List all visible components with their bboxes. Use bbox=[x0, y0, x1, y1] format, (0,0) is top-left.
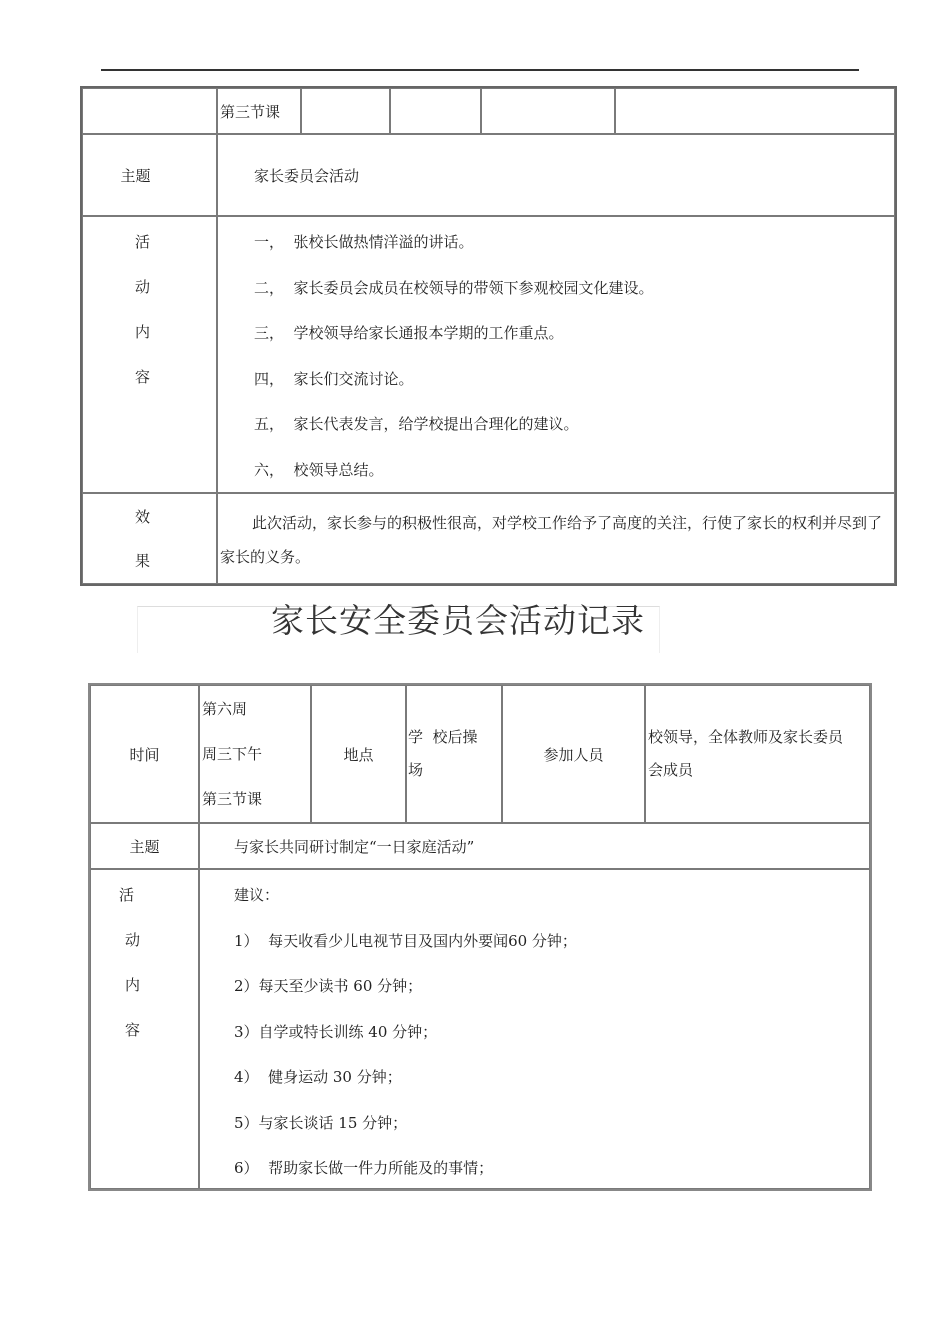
time-label: 时间 bbox=[90, 685, 199, 823]
list-item: 建议： bbox=[234, 886, 280, 904]
list-item: 2）每天至少读书 60 分钟； bbox=[234, 977, 423, 995]
table-cell bbox=[481, 88, 615, 134]
list-item: 4） 健身运动 30 分钟； bbox=[234, 1068, 402, 1086]
table-cell bbox=[390, 88, 481, 134]
label-char: 容 bbox=[125, 1021, 141, 1039]
lesson-period-cell: 第三节课 bbox=[217, 88, 301, 134]
table-cell bbox=[301, 88, 390, 134]
list-item: 二， 家长委员会成员在校领导的带领下参观校园文化建设。 bbox=[254, 278, 654, 297]
participants-line: 会成员 bbox=[648, 761, 694, 779]
activity-content-label bbox=[90, 869, 199, 1189]
list-item: 6） 帮助家长做一件力所能及的事情； bbox=[234, 1159, 494, 1177]
label-char: 动 bbox=[134, 278, 150, 296]
participants-label: 参加人员 bbox=[502, 685, 645, 823]
list-item: 5）与家长谈话 15 分钟； bbox=[234, 1113, 408, 1132]
activity-record-table-1 bbox=[80, 86, 897, 586]
label-char: 内 bbox=[134, 323, 150, 341]
label-char: 活 bbox=[119, 886, 135, 904]
participants-value bbox=[645, 685, 870, 823]
time-value bbox=[199, 685, 311, 823]
theme-label: 主题 bbox=[82, 134, 217, 216]
list-item: 五， 家长代表发言，给学校提出合理化的建议。 bbox=[254, 415, 579, 433]
label-char: 果 bbox=[134, 552, 150, 570]
table-row bbox=[90, 685, 870, 823]
table-cell bbox=[615, 88, 895, 134]
theme-value: 家长委员会活动 bbox=[217, 134, 895, 216]
label-char: 内 bbox=[125, 976, 141, 994]
list-item: 一， 张校长做热情洋溢的讲话。 bbox=[254, 233, 474, 251]
activity-content bbox=[199, 869, 870, 1189]
list-item: 1） 每天收看少儿电视节目及国内外要闻60 分钟； bbox=[234, 931, 577, 950]
table-row bbox=[82, 88, 895, 134]
table-row bbox=[82, 134, 895, 216]
document-title bbox=[137, 601, 660, 653]
activity-record-table-2 bbox=[88, 683, 872, 1191]
table-row bbox=[82, 493, 895, 584]
label-char: 效 bbox=[134, 508, 150, 526]
place-value bbox=[406, 685, 502, 823]
time-line: 第三节课 bbox=[202, 789, 263, 808]
label-char: 容 bbox=[134, 368, 150, 386]
list-item: 三， 学校领导给家长通报本学期的工作重点。 bbox=[254, 324, 564, 342]
place-line: 学 校后操 bbox=[408, 728, 478, 746]
activity-content-label bbox=[82, 216, 217, 493]
label-char: 活 bbox=[134, 233, 150, 251]
effect-text: 此次活动，家长参与的积极性很高，对学校工作给予了高度的关注，行使了家长的权利并尽到了家长的义务。 bbox=[217, 493, 895, 584]
participants-line: 校领导，全体教师及家长委员 bbox=[648, 728, 844, 746]
document-title-text: 家长安全委员会活动记录 bbox=[271, 601, 645, 640]
theme-value: 与家长共同研讨制定“一日家庭活动” bbox=[199, 823, 870, 869]
table-row bbox=[90, 869, 870, 1189]
table-row bbox=[82, 216, 895, 493]
time-line: 第六周 bbox=[202, 699, 248, 718]
list-item: 六， 校领导总结。 bbox=[254, 460, 384, 479]
table-row bbox=[90, 823, 870, 869]
theme-label: 主题 bbox=[90, 823, 199, 869]
label-char: 动 bbox=[125, 931, 141, 949]
effect-label bbox=[82, 493, 217, 584]
list-item: 四， 家长们交流讨论。 bbox=[254, 369, 414, 388]
time-line: 周三下午 bbox=[202, 744, 263, 763]
page-header-rule bbox=[101, 69, 859, 71]
list-item: 3）自学或特长训练 40 分钟； bbox=[234, 1022, 438, 1041]
table-cell bbox=[82, 88, 217, 134]
place-line: 场 bbox=[408, 761, 424, 779]
activity-content bbox=[217, 216, 895, 493]
place-label: 地点 bbox=[311, 685, 406, 823]
